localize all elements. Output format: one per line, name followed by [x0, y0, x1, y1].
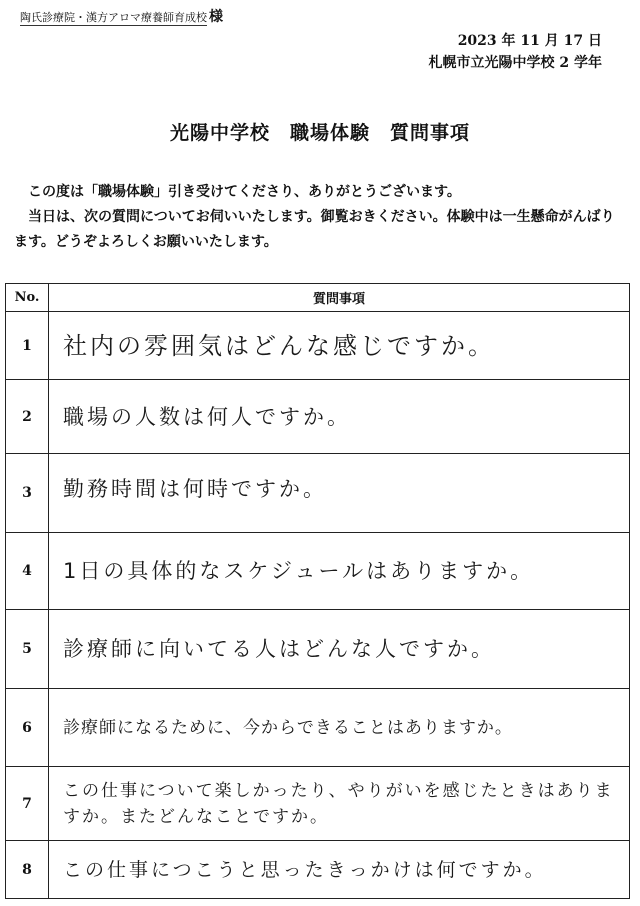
intro-line-2: 当日は、次の質問についてお伺いいたします。御覧おきください。体験中は一生懸命がんばります。どうぞよろしくお願いいたします。: [14, 209, 615, 250]
table-row: [6, 454, 630, 533]
row-question: 診療師になるために、今からできることはありますか。: [49, 689, 630, 767]
table-header-row: [6, 284, 630, 312]
school-name: 札幌市立光陽中学校 2 学年: [428, 55, 602, 71]
table-row: [6, 380, 630, 454]
intro-text: [14, 180, 622, 255]
addressee-suffix: 様: [209, 9, 223, 25]
table-row: [6, 533, 630, 610]
document-title: 光陽中学校 職場体験 質問事項: [169, 122, 470, 144]
row-question: この仕事につこうと思ったきっかけは何ですか。: [49, 841, 630, 899]
row-question: 1日の具体的なスケジュールはありますか。: [49, 533, 630, 610]
row-number: 1: [6, 312, 49, 380]
addressee: [20, 6, 223, 26]
document-date: 2023 年 11 月 17 日: [457, 33, 602, 49]
addressee-handwritten: 陶氏診療院・漢方アロマ療養師育成校: [20, 11, 207, 24]
table-row: [6, 767, 630, 841]
question-table: [5, 283, 630, 899]
row-question: 職場の人数は何人ですか。: [49, 380, 630, 454]
intro-line-1: この度は「職場体験」引き受けてくださり、ありがとうございます。: [28, 184, 461, 200]
row-number: 3: [6, 454, 49, 533]
table-row: [6, 689, 630, 767]
row-number: 2: [6, 380, 49, 454]
row-question: この仕事について楽しかったり、やりがいを感じたときはありますか。またどんなことですか。: [49, 767, 630, 841]
header-question: 質問事項: [49, 284, 630, 312]
table-row: [6, 312, 630, 380]
row-question: 社内の雰囲気はどんな感じですか。: [49, 312, 630, 380]
row-number: 8: [6, 841, 49, 899]
row-question: 診療師に向いてる人はどんな人ですか。: [49, 610, 630, 689]
table-row: [6, 610, 630, 689]
table-row: [6, 841, 630, 899]
row-number: 4: [6, 533, 49, 610]
row-question: 勤務時間は何時ですか。: [49, 454, 630, 533]
row-number: 6: [6, 689, 49, 767]
row-number: 7: [6, 767, 49, 841]
header-no: No.: [6, 284, 49, 312]
row-number: 5: [6, 610, 49, 689]
